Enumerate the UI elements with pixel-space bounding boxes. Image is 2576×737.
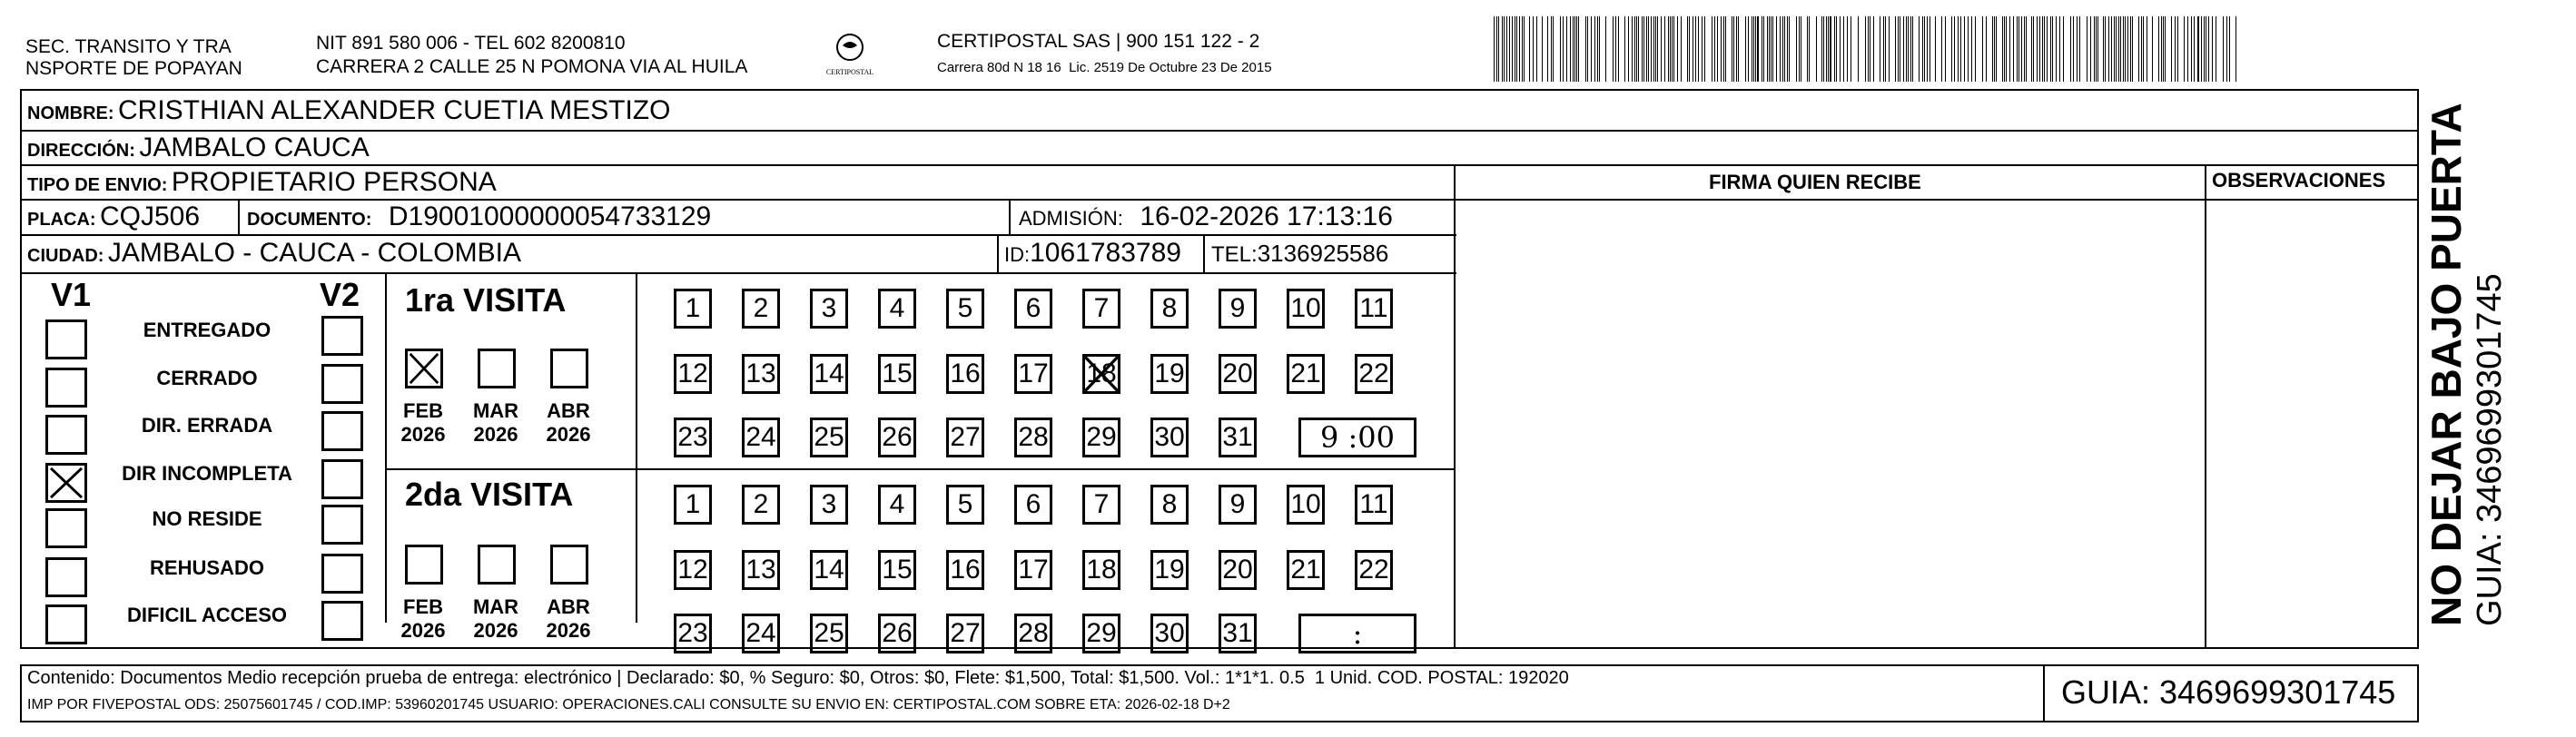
v1-checkbox[interactable]: [45, 463, 87, 503]
month-name: ABR: [547, 399, 590, 422]
type-row: [27, 167, 497, 198]
v2-checkbox[interactable]: [321, 411, 363, 451]
day-box[interactable]: 26: [878, 418, 916, 457]
tel-value: 3136925586: [1257, 240, 1389, 267]
month-year: 2026: [400, 619, 446, 642]
day-box[interactable]: 8: [1150, 289, 1189, 329]
plate-cell: [27, 201, 200, 232]
day-box[interactable]: 1: [674, 485, 712, 525]
month-label: [396, 399, 450, 447]
side-line-1: NO DEJAR BAJO PUERTA: [2423, 103, 2470, 626]
svg-text:CERTIPOSTAL: CERTIPOSTAL: [825, 68, 874, 76]
day-box[interactable]: 17: [1014, 550, 1052, 590]
signature-header: FIRMA QUIEN RECIBE: [1709, 171, 1921, 193]
side-line-2: GUIA: 3469699301745: [2471, 273, 2509, 626]
day-box[interactable]: 5: [946, 289, 984, 329]
day-box[interactable]: 11: [1355, 289, 1393, 329]
day-box[interactable]: 16: [946, 354, 984, 394]
month-name: FEB: [403, 399, 443, 422]
reason-label: DIR. ERRADA: [141, 414, 273, 437]
day-box[interactable]: 25: [810, 418, 848, 457]
reason-label: NO RESIDE: [152, 507, 262, 530]
plate-value: CQJ506: [100, 201, 201, 231]
type-value: PROPIETARIO PERSONA: [171, 167, 497, 197]
month-label: [469, 595, 523, 643]
visit1-title: 1ra VISITA: [405, 281, 567, 319]
day-box[interactable]: 14: [810, 550, 848, 590]
day-box[interactable]: 22: [1355, 550, 1393, 590]
day-box[interactable]: 29: [1082, 614, 1120, 653]
day-box[interactable]: 2: [742, 289, 780, 329]
day-box[interactable]: 20: [1219, 550, 1257, 590]
day-box[interactable]: 24: [742, 614, 780, 653]
day-box[interactable]: 15: [878, 354, 916, 394]
name-row: [27, 95, 670, 126]
day-box[interactable]: 10: [1287, 289, 1325, 329]
month-label: [396, 595, 450, 643]
address-value: JAMBALO CAUCA: [139, 133, 370, 162]
month-label: [541, 399, 596, 447]
day-box[interactable]: 18: [1082, 550, 1120, 590]
plate-label: PLACA:: [27, 210, 96, 230]
reason-label: ENTREGADO: [143, 319, 271, 341]
day-box[interactable]: 22: [1355, 354, 1393, 394]
day-box[interactable]: 19: [1150, 550, 1189, 590]
admission-value: 16-02-2026 17:13:16: [1140, 201, 1393, 231]
day-box[interactable]: 12: [674, 550, 712, 590]
day-box[interactable]: 9: [1219, 289, 1257, 329]
v2-checkbox[interactable]: [321, 459, 363, 499]
month-label: [469, 399, 523, 447]
sender-line-1: SEC. TRANSITO Y TRA: [25, 36, 232, 57]
month-name: FEB: [403, 595, 443, 618]
day-box[interactable]: 29: [1082, 418, 1120, 457]
v2-checkbox[interactable]: [321, 505, 363, 545]
month-checkbox[interactable]: [405, 349, 443, 388]
day-box[interactable]: 13: [742, 550, 780, 590]
day-box[interactable]: 5: [946, 485, 984, 525]
day-box[interactable]: 7: [1082, 289, 1120, 329]
day-box[interactable]: 3: [810, 289, 848, 329]
v2-checkbox[interactable]: [321, 601, 363, 641]
observations-header: OBSERVACIONES: [2212, 169, 2386, 192]
month-checkbox[interactable]: [478, 349, 516, 388]
day-box[interactable]: 30: [1150, 614, 1189, 653]
day-box[interactable]: 6: [1014, 485, 1052, 525]
reason-label: CERRADO: [156, 367, 258, 389]
day-box[interactable]: 3: [810, 485, 848, 525]
certipostal-logo: [817, 27, 883, 80]
barcode: [1494, 16, 2238, 82]
company-line: CERTIPOSTAL SAS | 900 151 122 - 2: [937, 31, 1260, 52]
id-label: ID:: [1004, 243, 1031, 266]
v2-label: V2: [320, 276, 360, 313]
v2-checkbox[interactable]: [321, 364, 363, 404]
month-year: 2026: [546, 619, 591, 642]
month-name: MAR: [472, 595, 519, 618]
month-label: [541, 595, 596, 643]
nit-line: NIT 891 580 006 - TEL 602 8200810: [316, 33, 626, 54]
day-box[interactable]: 4: [878, 485, 916, 525]
address-line: CARRERA 2 CALLE 25 N POMONA VIA AL HUILA: [316, 56, 748, 77]
v1-checkbox[interactable]: [45, 415, 87, 455]
logo-icon: [817, 27, 883, 80]
reason-label: DIR INCOMPLETA: [122, 462, 292, 485]
visit2-title: 2da VISITA: [405, 476, 574, 513]
day-mark: [1082, 354, 1120, 394]
month-year: 2026: [400, 423, 446, 446]
v1-label: V1: [51, 276, 92, 313]
day-box[interactable]: 20: [1219, 354, 1257, 394]
license-line: Carrera 80d N 18 16 Lic. 2519 De Octubre 23 De 2015: [937, 60, 1272, 75]
day-box[interactable]: 15: [878, 550, 916, 590]
day-box[interactable]: 23: [674, 418, 712, 457]
city-label: CIUDAD:: [27, 246, 104, 266]
day-box[interactable]: 17: [1014, 354, 1052, 394]
sender-line-2: NSPORTE DE POPAYAN: [25, 58, 242, 79]
day-box[interactable]: 21: [1287, 550, 1325, 590]
name-value: CRISTHIAN ALEXANDER CUETIA MESTIZO: [118, 95, 671, 125]
reason-label: REHUSADO: [150, 556, 264, 579]
v1-checkbox[interactable]: [45, 557, 87, 597]
address-label: DIRECCIÓN:: [27, 141, 135, 161]
v1-checkbox[interactable]: [45, 508, 87, 548]
day-box[interactable]: 8: [1150, 485, 1189, 525]
day-box[interactable]: 21: [1287, 354, 1325, 394]
city-cell: [27, 238, 521, 269]
admission-label: ADMISIÓN:: [1019, 207, 1123, 230]
day-box[interactable]: 31: [1219, 418, 1257, 457]
day-box[interactable]: 30: [1150, 418, 1189, 457]
day-box[interactable]: 27: [946, 614, 984, 653]
day-box[interactable]: 4: [878, 289, 916, 329]
month-name: ABR: [547, 595, 590, 618]
imp-line: IMP POR FIVEPOSTAL ODS: 25075601745 / COD.IMP: 53960201745 USUARIO: OPERACIONES.CALI CONSULTE SU ENVIO EN: CERTIPOSTAL.COM SOBRE ETA: 2026-02-18 D+2: [27, 697, 1230, 712]
day-box[interactable]: 14: [810, 354, 848, 394]
city-value: JAMBALO - CAUCA - COLOMBIA: [107, 238, 521, 268]
tel-label: TEL:: [1211, 242, 1258, 267]
v1-checkbox[interactable]: [45, 368, 87, 408]
month-name: MAR: [472, 399, 519, 422]
day-box[interactable]: 26: [878, 614, 916, 653]
v2-checkbox[interactable]: [321, 554, 363, 594]
document-value: D19001000000054733129: [388, 201, 712, 231]
address-row: [27, 133, 370, 163]
day-box[interactable]: 6: [1014, 289, 1052, 329]
footer-guia: GUIA: 3469699301745: [2061, 673, 2396, 711]
day-box[interactable]: 24: [742, 418, 780, 457]
day-box[interactable]: 27: [946, 418, 984, 457]
day-box[interactable]: 12: [674, 354, 712, 394]
id-value: 1061783789: [1030, 238, 1181, 268]
document-label: DOCUMENTO:: [247, 210, 372, 230]
day-box[interactable]: 11: [1355, 485, 1393, 525]
side-text: [2423, 103, 2510, 626]
day-box[interactable]: 28: [1014, 614, 1052, 653]
day-box[interactable]: 23: [674, 614, 712, 653]
admission-cell: [1019, 201, 1393, 232]
month-year: 2026: [546, 423, 591, 446]
day-box[interactable]: 18: [1082, 354, 1120, 394]
time-box[interactable]: 9 :00: [1298, 418, 1416, 457]
day-box[interactable]: 31: [1219, 614, 1257, 653]
document-cell: [247, 201, 711, 232]
month-year: 2026: [473, 619, 518, 642]
month-checkbox[interactable]: [550, 545, 588, 585]
day-box[interactable]: 25: [810, 614, 848, 653]
name-label: NOMBRE:: [27, 103, 114, 123]
month-checkbox[interactable]: [550, 349, 588, 388]
month-year: 2026: [473, 423, 518, 446]
reason-label: DIFICIL ACCESO: [126, 604, 287, 626]
type-label: TIPO DE ENVIO:: [27, 175, 168, 195]
day-box[interactable]: 7: [1082, 485, 1120, 525]
contents-line: Contenido: Documentos Medio recepción prueba de entrega: electrónico | Declarado: $0, % Seguro: $0, Otros: $0, Flete: $1,500, Total: $1,500. Vol.: 1*1*1. 0.5 1 Unid. COD. POSTAL: 192020: [27, 668, 1569, 688]
day-box[interactable]: 9: [1219, 485, 1257, 525]
day-box[interactable]: 10: [1287, 485, 1325, 525]
day-box[interactable]: 13: [742, 354, 780, 394]
time-box[interactable]: :: [1298, 614, 1416, 653]
month-checkbox[interactable]: [478, 545, 516, 585]
tel-cell: [1211, 240, 1388, 268]
v1-checkbox[interactable]: [45, 319, 87, 359]
day-box[interactable]: 28: [1014, 418, 1052, 457]
id-cell: [1004, 238, 1181, 269]
month-checkbox[interactable]: [405, 545, 443, 585]
day-box[interactable]: 16: [946, 550, 984, 590]
v2-checkbox[interactable]: [321, 316, 363, 356]
day-box[interactable]: 19: [1150, 354, 1189, 394]
day-box[interactable]: 1: [674, 289, 712, 329]
day-box[interactable]: 2: [742, 485, 780, 525]
v1-checkbox[interactable]: [45, 604, 87, 644]
